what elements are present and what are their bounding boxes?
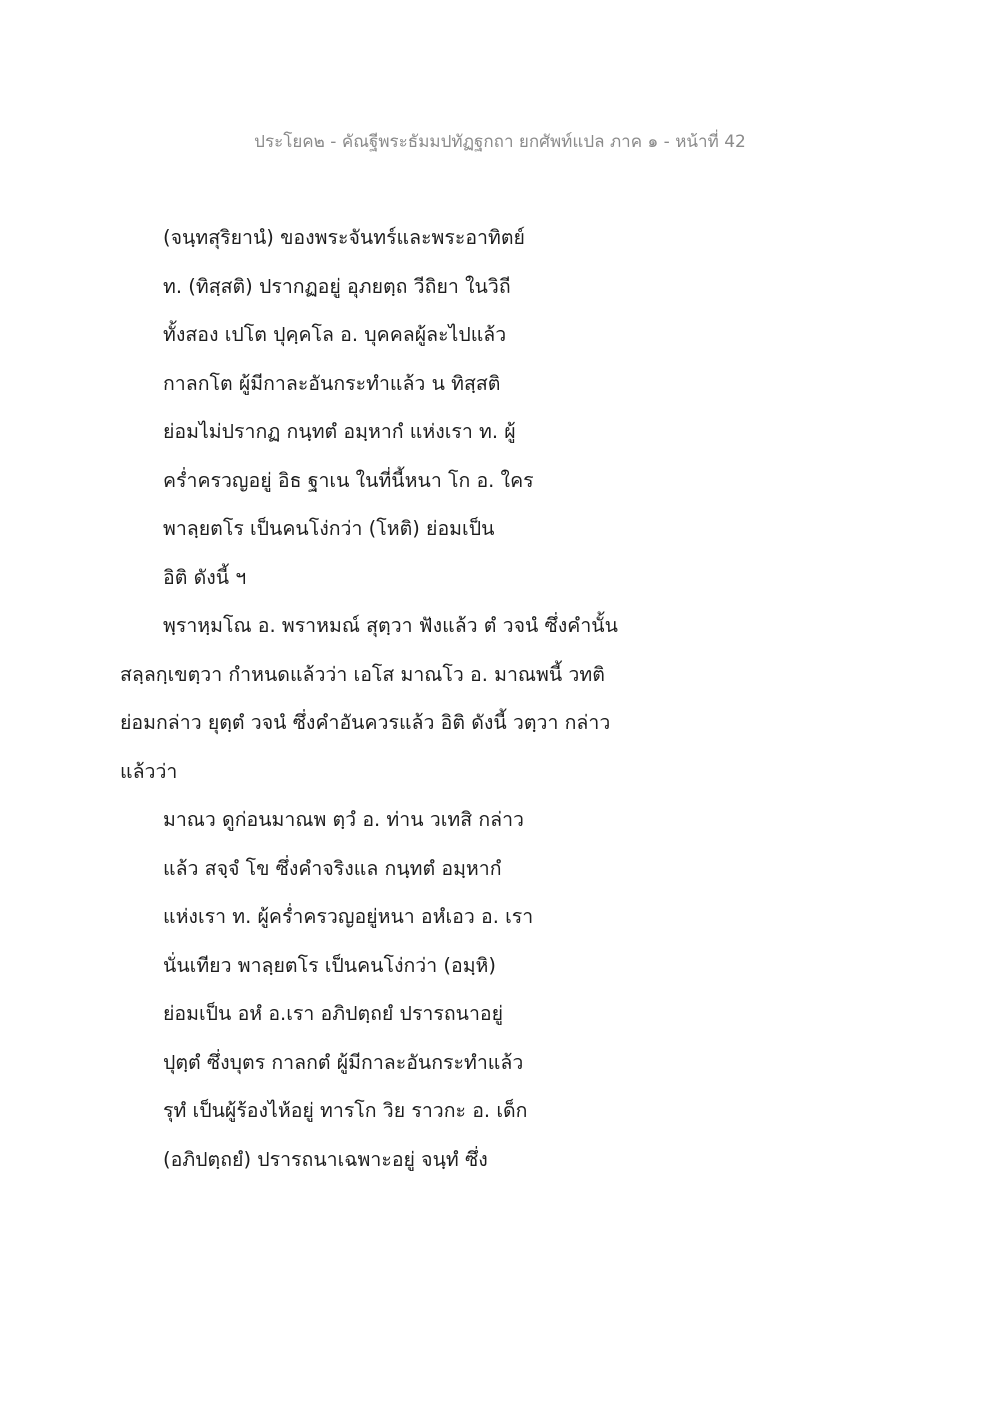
text-line: พาลฺยตโร เป็นคนโง่กว่า (โหติ) ย่อมเป็น [163, 517, 495, 540]
text-line: สลฺลกฺเขตฺวา กำหนดแล้วว่า เอโส มาณโว อ. มาณพนี้ วทติ [120, 662, 605, 686]
text-line: มาณว ดูก่อนมาณพ ตฺวํ อ. ท่าน วเทสิ กล่าว [163, 808, 524, 831]
text-line: นั่นเทียว พาลฺยตโร เป็นคนโง่กว่า (อมฺหิ) [163, 953, 497, 977]
text-line: รุทํ เป็นผู้ร้องไห้อยู่ ทารโก วิย ราวกะ อ. เด็ก [163, 1099, 528, 1122]
text-line: ปุตฺตํ ซึ่งบุตร กาลกตํ ผู้มีกาละอันกระทำแล้ว [163, 1050, 524, 1074]
text-line: (จนฺทสุริยานํ) ของพระจันทร์และพระอาทิตย์ [163, 226, 525, 249]
text-line: คร่ำครวญอยู่ อิธ ฐาเน ในที่นี้หนา โก อ. ใคร [163, 468, 534, 492]
text-line: อิติ ดังนี้ ฯ [163, 565, 247, 589]
text-line: กาลกโต ผู้มีกาละอันกระทำแล้ว น ทิสฺสติ [163, 371, 501, 395]
text-line: ย่อมกล่าว ยุตฺตํ วจนํ ซึ่งคำอันควรแล้ว อิติ ดังนี้ วตฺวา กล่าว [120, 711, 611, 734]
text-line: ย่อมไม่ปรากฏ กนฺทตํ อมฺหากํ แห่งเรา ท. ผู้ [163, 420, 516, 443]
text-line: ย่อมเป็น อหํ อ.เรา อภิปตฺถยํ ปรารถนาอยู่ [163, 1002, 504, 1025]
paragraph-first-line: พฺราหฺมโณ อ. พราหมณ์ สุตฺวา ฟังแล้ว ตํ วจนํ ซึ่งคำนั้น [163, 614, 618, 637]
text-line: ท. (ทิสฺสติ) ปรากฏอยู่ อุภยตฺถ วีถิยา ในวิถี [163, 274, 511, 298]
text-line: แล้ว สจฺจํ โข ซึ่งคำจริงแล กนฺทตํ อมฺหากํ [163, 856, 502, 880]
body-text [0, 214, 1000, 1184]
text-line: แล้วว่า [120, 759, 178, 783]
running-header: ประโยค๒ - คัณฐีพระธัมมปทัฏฐกถา ยกศัพท์แปล ภาค ๑ - หน้าที่ 42 [254, 132, 746, 152]
text-line: ทั้งสอง เปโต ปุคฺคโล อ. บุคคลผู้ละไปแล้ว [163, 323, 507, 346]
text-line: (อภิปตฺถยํ) ปรารถนาเฉพาะอยู่ จนฺทํ ซึ่ง [163, 1147, 488, 1171]
text-line: แห่งเรา ท. ผู้คร่ำครวญอยู่หนา อหํเอว อ. เรา [163, 905, 534, 928]
